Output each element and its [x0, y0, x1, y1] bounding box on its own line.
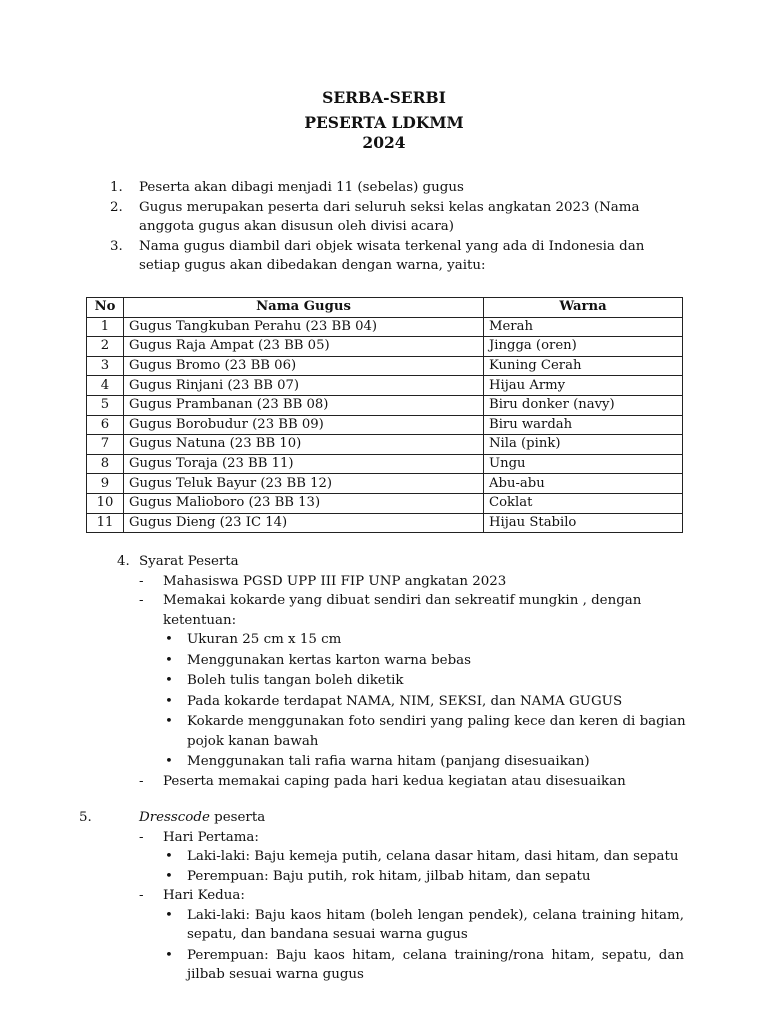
cell-no: 1 [87, 317, 124, 337]
dresscode-heading: Dresscode peserta [139, 810, 266, 825]
table-row [87, 474, 683, 494]
syarat-dash-item: - Peserta memakai caping pada hari kedua kegiatan atau disesuaikan [139, 772, 692, 792]
kokarde-rule: • Menggunakan tali rafia warna hitam (panjang disesuaikan) [165, 754, 590, 769]
syarat-dash-item: - Mahasiswa PGSD UPP III FIP UNP angkatan 2023 [139, 572, 692, 592]
intro-item: 2. Gugus merupakan peserta dari seluruh seksi kelas angkatan 2023 (Nama anggota gugus akan disusun oleh divisi acara) [110, 199, 640, 234]
cell-warna: Jingga (oren) [484, 337, 683, 357]
cell-no: 6 [87, 415, 124, 435]
dresscode-item: • Perempuan: Baju putih, rok hitam, jilbab hitam, dan sepatu [165, 868, 591, 884]
cell-warna: Hijau Army [484, 376, 683, 396]
cell-nama-gugus: Gugus Rinjani (23 BB 07) [124, 376, 484, 396]
cell-nama-gugus: Gugus Prambanan (23 BB 08) [124, 395, 484, 415]
syarat-dash-item: - Memakai kokarde yang dibuat sendiri dan sekreatif mungkin , dengan ketentuan: [139, 591, 692, 630]
dresscode-item: • Laki-laki: Baju kaos hitam (boleh lengan pendek), celana training hitam, sepatu, dan bandana sesuai warna gugus [165, 907, 684, 942]
cell-nama-gugus: Gugus Tangkuban Perahu (23 BB 04) [124, 317, 484, 337]
kokarde-rule: • Menggunakan kertas karton warna bebas [165, 652, 472, 668]
cell-warna: Coklat [484, 493, 683, 513]
cell-nama-gugus: Gugus Teluk Bayur (23 BB 12) [124, 474, 484, 494]
table-row [87, 356, 683, 376]
dresscode-item: • Laki-laki: Baju kemeja putih, celana dasar hitam, dasi hitam, dan sepatu [165, 849, 679, 864]
table-row [87, 493, 683, 513]
cell-warna: Merah [484, 317, 683, 337]
dresscode-item: • Perempuan: Baju kaos hitam, celana training/rona hitam, sepatu, dan jilbab sesuai warna gugus [165, 947, 684, 982]
table-row [87, 317, 683, 337]
cell-nama-gugus: Gugus Malioboro (23 BB 13) [124, 493, 484, 513]
dresscode-day1: - Hari Pertama: [139, 828, 684, 848]
col-header-nama: Nama Gugus [124, 298, 484, 318]
dresscode-number: 5. [79, 810, 92, 825]
cell-nama-gugus: Gugus Borobudur (23 BB 09) [124, 415, 484, 435]
cell-warna: Abu-abu [484, 474, 683, 494]
doc-title-line2: PESERTA LDKMM [304, 113, 464, 132]
table-row [87, 337, 683, 357]
cell-warna: Kuning Cerah [484, 356, 683, 376]
cell-no: 4 [87, 376, 124, 396]
intro-item: 1. Peserta akan dibagi menjadi 11 (sebelas) gugus [110, 180, 464, 195]
table-row [87, 513, 683, 533]
gugus-table [86, 297, 683, 533]
cell-no: 10 [87, 493, 124, 513]
dresscode-day2: - Hari Kedua: [139, 886, 684, 906]
kokarde-rule: • Pada kokarde terdapat NAMA, NIM, SEKSI, dan NAMA GUGUS [165, 693, 623, 709]
table-row [87, 454, 683, 474]
cell-nama-gugus: Gugus Toraja (23 BB 11) [124, 454, 484, 474]
cell-nama-gugus: Gugus Natuna (23 BB 10) [124, 435, 484, 455]
cell-warna: Nila (pink) [484, 435, 683, 455]
cell-no: 2 [87, 337, 124, 357]
cell-nama-gugus: Gugus Bromo (23 BB 06) [124, 356, 484, 376]
dresscode-section [139, 808, 684, 985]
cell-no: 7 [87, 435, 124, 455]
cell-no: 9 [87, 474, 124, 494]
cell-no: 5 [87, 395, 124, 415]
table-row [87, 395, 683, 415]
doc-title-year: 2024 [362, 133, 406, 152]
intro-item: 3. Nama gugus diambil dari objek wisata terkenal yang ada di Indonesia dan setiap gugus akan dibedakan dengan warna, yaitu: [110, 238, 645, 273]
kokarde-rule: • Kokarde menggunakan foto sendiri yang paling kece dan keren di bagian pojok kanan bawah [165, 714, 686, 749]
cell-nama-gugus: Gugus Dieng (23 IC 14) [124, 513, 484, 533]
cell-warna: Hijau Stabilo [484, 513, 683, 533]
table-row [87, 415, 683, 435]
col-header-no: No [87, 298, 124, 318]
doc-title-line1: SERBA-SERBI [322, 88, 446, 107]
table-row [87, 376, 683, 396]
intro-list [110, 178, 670, 276]
kokarde-rule: • Ukuran 25 cm x 15 cm [165, 632, 342, 647]
cell-warna: Ungu [484, 454, 683, 474]
cell-no: 11 [87, 513, 124, 533]
syarat-section [117, 552, 692, 791]
col-header-warna: Warna [484, 298, 683, 318]
cell-warna: Biru wardah [484, 415, 683, 435]
cell-no: 8 [87, 454, 124, 474]
kokarde-rule: • Boleh tulis tangan boleh diketik [165, 673, 404, 688]
cell-nama-gugus: Gugus Raja Ampat (23 BB 05) [124, 337, 484, 357]
cell-warna: Biru donker (navy) [484, 395, 683, 415]
table-row [87, 435, 683, 455]
table-header-row [87, 298, 683, 318]
syarat-heading: 4. Syarat Peserta [117, 554, 239, 569]
cell-no: 3 [87, 356, 124, 376]
